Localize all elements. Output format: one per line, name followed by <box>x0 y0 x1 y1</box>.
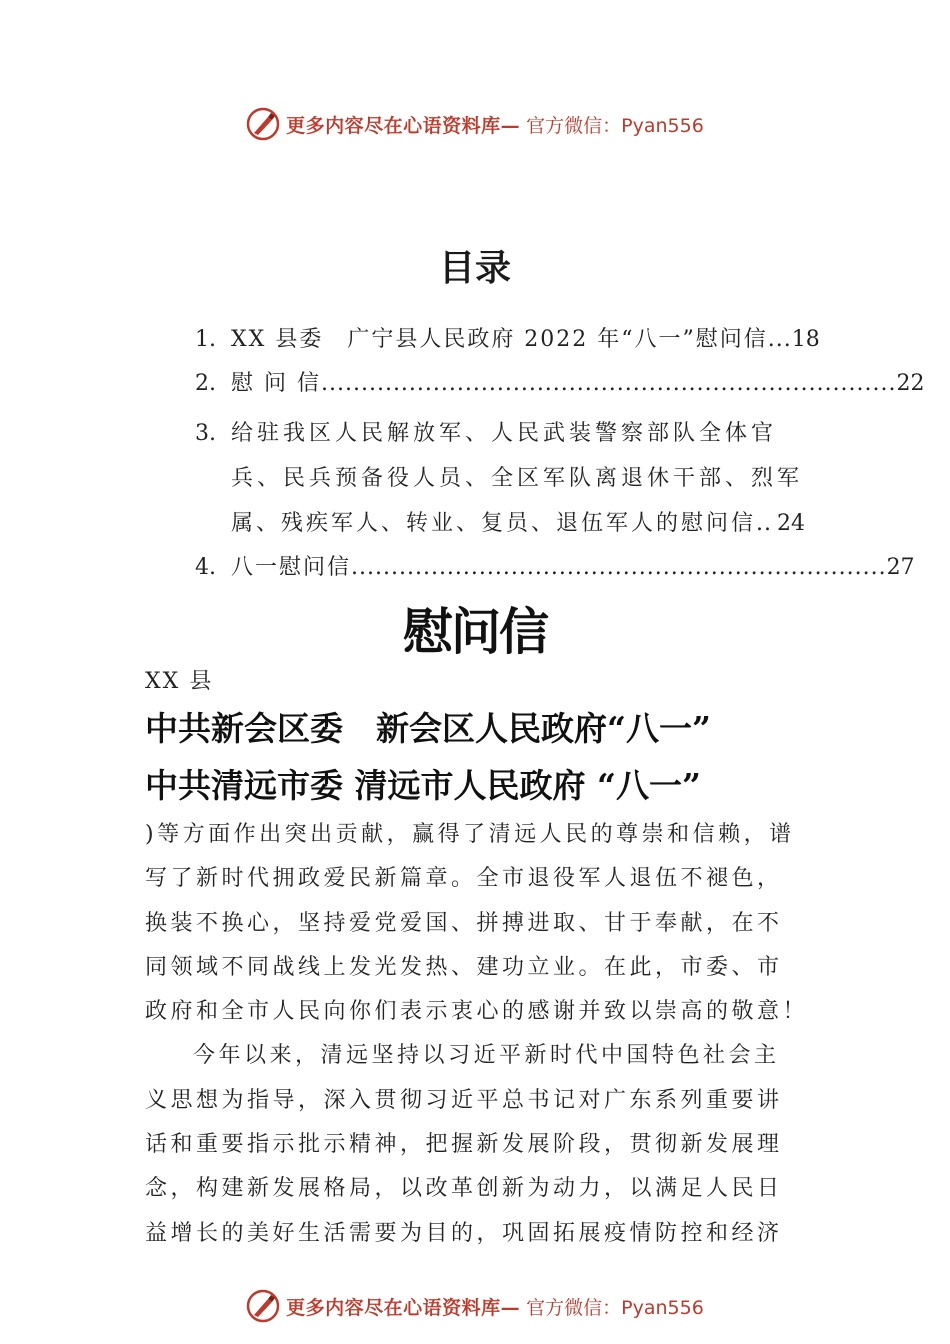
toc-page-number: 18 <box>791 327 820 352</box>
text-line: 话和重要指示批示精神，把握新发展阶段，贯彻新发展理 <box>145 1132 783 1158</box>
toc-item-text: 属、残疾军人、转业、复员、退伍军人的慰问信 <box>231 511 757 536</box>
toc-item-number: 2. <box>195 371 216 396</box>
text-line: 义思想为指导，深入贯彻习近平总书记对广东系列重要讲 <box>145 1087 783 1113</box>
toc-page-number: 22 <box>896 371 925 396</box>
banner-slogan: 更多内容尽在心语资料库— <box>286 1296 521 1319</box>
toc-page-number: 27 <box>886 555 915 580</box>
banner-slogan: 更多内容尽在心语资料库— <box>286 114 521 137</box>
banner-wechat: 官方微信：Pyan556 <box>526 114 704 137</box>
text-line: 念，构建新发展格局，以改革创新为动力，以满足人民日 <box>145 1176 783 1202</box>
letter-title: 慰问信 <box>403 603 547 661</box>
watermark-banner-bottom <box>0 1289 950 1329</box>
toc-item-number: 4. <box>195 555 216 580</box>
county-label: XX 县 <box>145 669 214 694</box>
letter-body <box>145 813 809 1256</box>
letter-heading-qingyuan: 中共清远市委 清远市人民政府 “八一” <box>145 766 701 805</box>
text-line: 同领域不同战线上发光发热、建功立业。在此，市委、市 <box>145 954 783 980</box>
toc-item-text: XX 县委 广宁县人民政府 2022 年“八一”慰问信 <box>231 327 768 352</box>
toc-leader-dots: ........................................................................ <box>321 371 897 396</box>
toc-leader-dots: ... <box>767 327 792 352</box>
toc-item-number: 3. <box>195 421 216 446</box>
toc-item-text: 慰 问 信 <box>231 371 321 396</box>
text-line: 今年以来，清远坚持以习近平新时代中国特色社会主 <box>193 1043 780 1069</box>
toc-item-text: 八一慰问信 <box>231 555 352 580</box>
text-line: 政府和全市人民向你们表示衷心的感谢并致以崇高的敬意！ <box>145 999 809 1025</box>
text-line: )等方面作出突出贡献，赢得了清远人民的尊崇和信赖，谱 <box>145 822 795 847</box>
toc-item-text-line: 给驻我区人民解放军、人民武装警察部队全体官 <box>231 421 778 446</box>
letter-heading-xinhui: 中共新会区委 新会区人民政府“八一” <box>145 709 711 748</box>
text-line: 益增长的美好生活需要为目的，巩固拓展疫情防控和经济 <box>145 1220 783 1246</box>
toc-item[interactable] <box>195 318 820 362</box>
toc-leader-dots: .. <box>756 511 773 536</box>
pen-logo-icon <box>246 1289 280 1323</box>
table-of-contents <box>195 318 925 406</box>
table-of-contents-end <box>195 546 915 590</box>
toc-leader-dots: ................................................................... <box>351 555 887 580</box>
toc-item-number: 1. <box>195 327 216 352</box>
text-line: 换装不换心，坚持爱党爱国、拼搏进取、甘于奉献，在不 <box>145 910 783 936</box>
pen-logo-icon <box>246 107 280 141</box>
banner-wechat: 官方微信：Pyan556 <box>526 1296 704 1319</box>
toc-item[interactable] <box>195 546 915 590</box>
toc-item-multiline[interactable] <box>195 411 805 546</box>
toc-page-number: 24 <box>777 511 805 536</box>
toc-item[interactable] <box>195 362 925 406</box>
toc-title: 目录 <box>438 248 511 289</box>
toc-item-text-line: 兵、民兵预备役人员、全区军队离退休干部、烈军 <box>231 466 804 491</box>
text-line: 写了新时代拥政爱民新篇章。全市退役军人退伍不褪色， <box>145 866 783 892</box>
watermark-banner-top <box>0 107 950 147</box>
